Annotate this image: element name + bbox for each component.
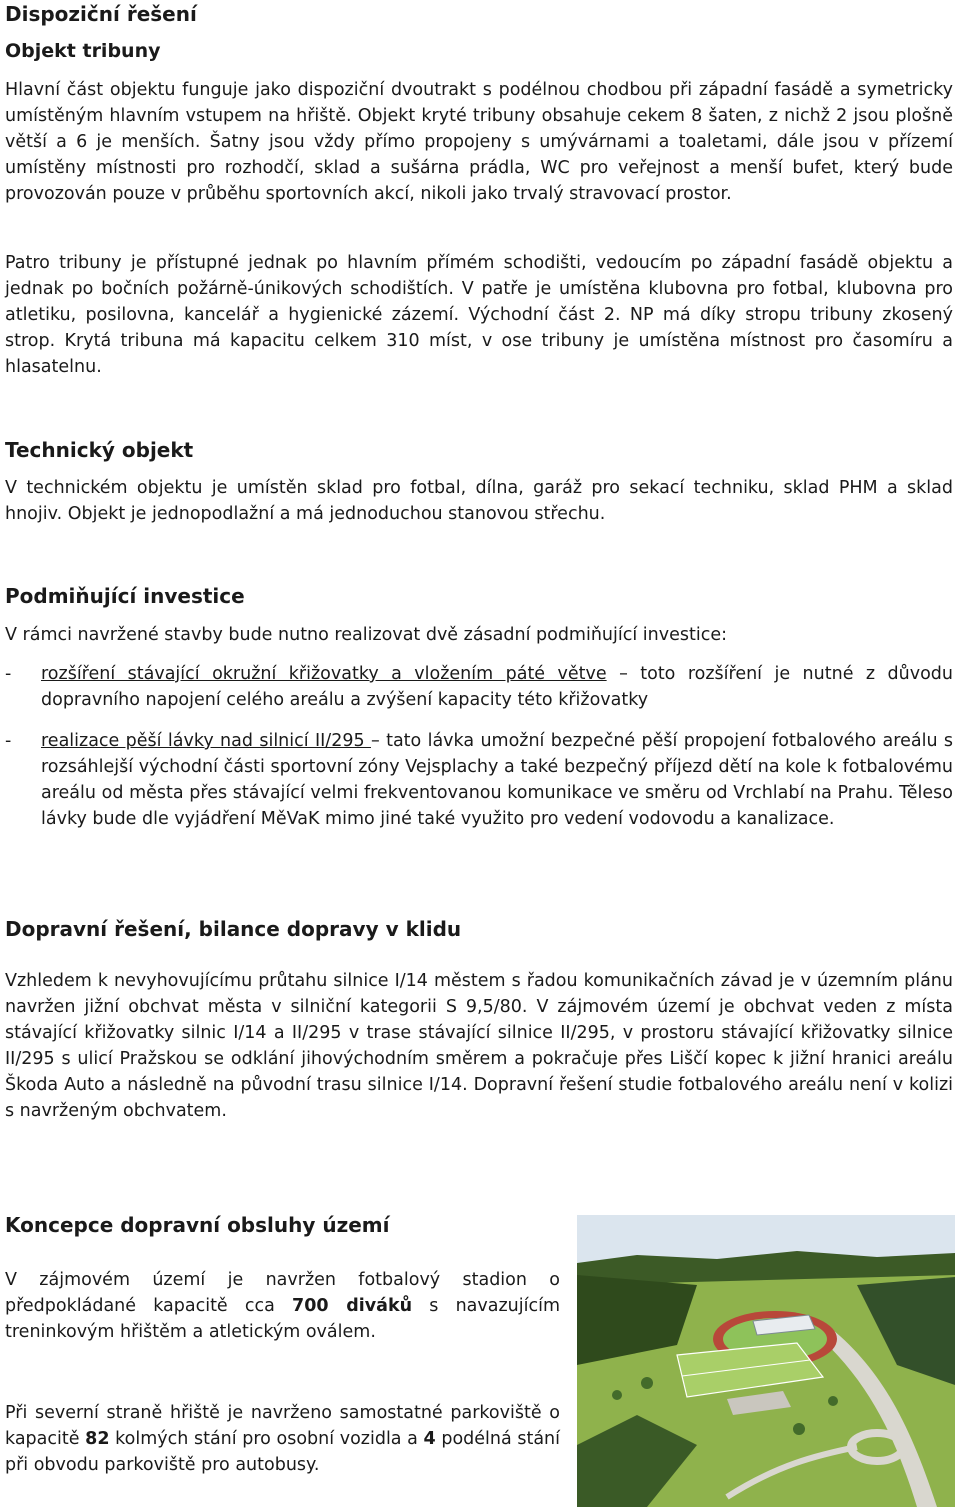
bold-capacity: 700 diváků (292, 1296, 413, 1316)
text-run: Při severní straně hřiště je navrženo samostatné parkoviště o kapacitě (5, 1403, 560, 1449)
list-item-text (41, 728, 953, 832)
paragraph-podminujici-intro: V rámci navržené stavby bude nutno realizovat dvě zásadní podmiňující investice: (5, 625, 727, 645)
tree (828, 1396, 838, 1406)
heading-dopravni-reseni: Dopravní řešení, bilance dopravy v klidu (5, 917, 462, 941)
investment-description: – toto rozšíření je nutné z důvodu dopravního napojení celého areálu a zvýšení kapacity této křižovatky (41, 664, 953, 710)
subheading-objekt-tribuny: Objekt tribuny (5, 40, 161, 62)
text-run: V zájmovém území je navržen fotbalový stadion o předpokládané kapacitě cca (5, 1270, 560, 1316)
heading-podminujici-investice: Podmiňující investice (5, 584, 245, 608)
paragraph-tribuna-2: Patro tribuny je přístupné jednak po hlavním přímém schodišti, vedoucím po západní fasádě objektu a jednak po bočních požárně-únikových schodištích. V patře je umístěna klubovna pro fotbal, klubovna pro atletiku, posilovna, kancelář a hygienické zázemí. Východní část 2. NP má díky stropu tribuny zkosený strop. Krytá tribuna má kapacitu celkem 310 míst, v ose tribuny je umístěna místnost pro časomíru a hlasatelnu. (5, 253, 953, 377)
bold-parking-count: 82 (85, 1429, 110, 1449)
list-bullet: - (5, 664, 12, 684)
paragraph-tribuna-1: Hlavní část objektu funguje jako dispoziční dvoutrakt s podélnou chodbou při západní fasádě a symetricky umístěným hlavním vstupem na hřiště. Objekt kryté tribuny obsahuje cekem 8 šaten, z nichž 2 jsou plošně větší a 6 je menších. Šatny jsou vždy přímo propojeny s umývárnami a toaletami, dále jsou v přízemí umístěny místnosti pro rozhodčí, sklad a sušárna prádla, WC pro veřejnost a menší bufet, který bude provozován pouze v průběhu sportovních akcí, nikoli jako trvalý stravovací prostor. (5, 80, 953, 204)
heading-technicky-objekt: Technický objekt (5, 438, 194, 462)
bold-bus-count: 4 (423, 1429, 436, 1449)
tree (641, 1377, 653, 1389)
paragraph-technicky: V technickém objektu je umístěn sklad pro fotbal, dílna, garáž pro sekací techniku, sklad PHM a sklad hnojiv. Objekt je jednopodlažní a má jednoduchou stanovou střechu. (5, 478, 953, 524)
underlined-investment-title: realizace pěší lávky nad silnicí II/295 (41, 731, 371, 751)
paragraph-dopravni: Vzhledem k nevyhovujícímu průtahu silnice I/14 městem s řadou komunikačních závad je v územním plánu navržen jižní obchvat města v silniční kategorii S 9,5/80. V zájmovém území je obchvat veden z místa stávající křižovatky silnic I/14 a II/295 v trase stávající silnice II/295, v prostoru stávající křižovatky silnice II/295 s ulicí Pražskou se odklání jihovýchodním směrem a pokračuje přes Liščí kopec k jižní hranici areálu Škoda Auto a následně na původní trasu silnice I/14. Dopravní řešení studie fotbalového areálu není v kolizi s navrženým obchvatem. (5, 971, 953, 1121)
investment-description: – tato lávka umožní bezpečné pěší propojení fotbalového areálu s rozsáhlejší východní části sportovní zóny Vejsplachy a také bezpečný příjezd dětí na kole k fotbalovému areálu od města přes stávající velmi frekventovanou komunikace ve směru od Vrchlabí na Prahu. Těleso lávky bude dle vyjádření MěVaK mimo jiné také využito pro vedení vodovodu a kanalizace. (41, 731, 954, 829)
list-bullet: - (5, 731, 12, 751)
tree (793, 1423, 805, 1435)
text-run: podélná stání při obvodu parkoviště pro autobusy. (5, 1429, 561, 1475)
list-item-text (41, 661, 953, 713)
text-run: kolmých stání pro osobní vozidla a (109, 1429, 424, 1449)
aerial-image (577, 1215, 955, 1507)
text-run: s navazujícím treninkovým hřištěm a atletickým oválem. (5, 1296, 560, 1342)
underlined-investment-title: rozšíření stávající okružní křižovatky a vložením páté větve (41, 664, 607, 684)
heading-dispozicni-reseni: Dispoziční řešení (5, 2, 197, 26)
tree (612, 1390, 622, 1400)
paragraph-koncepce-2 (5, 1400, 560, 1478)
stadium-aerial-render (577, 1215, 955, 1507)
paragraph-koncepce-1 (5, 1267, 560, 1345)
heading-koncepce-dopravni-obsluhy: Koncepce dopravní obsluhy území (5, 1213, 390, 1237)
